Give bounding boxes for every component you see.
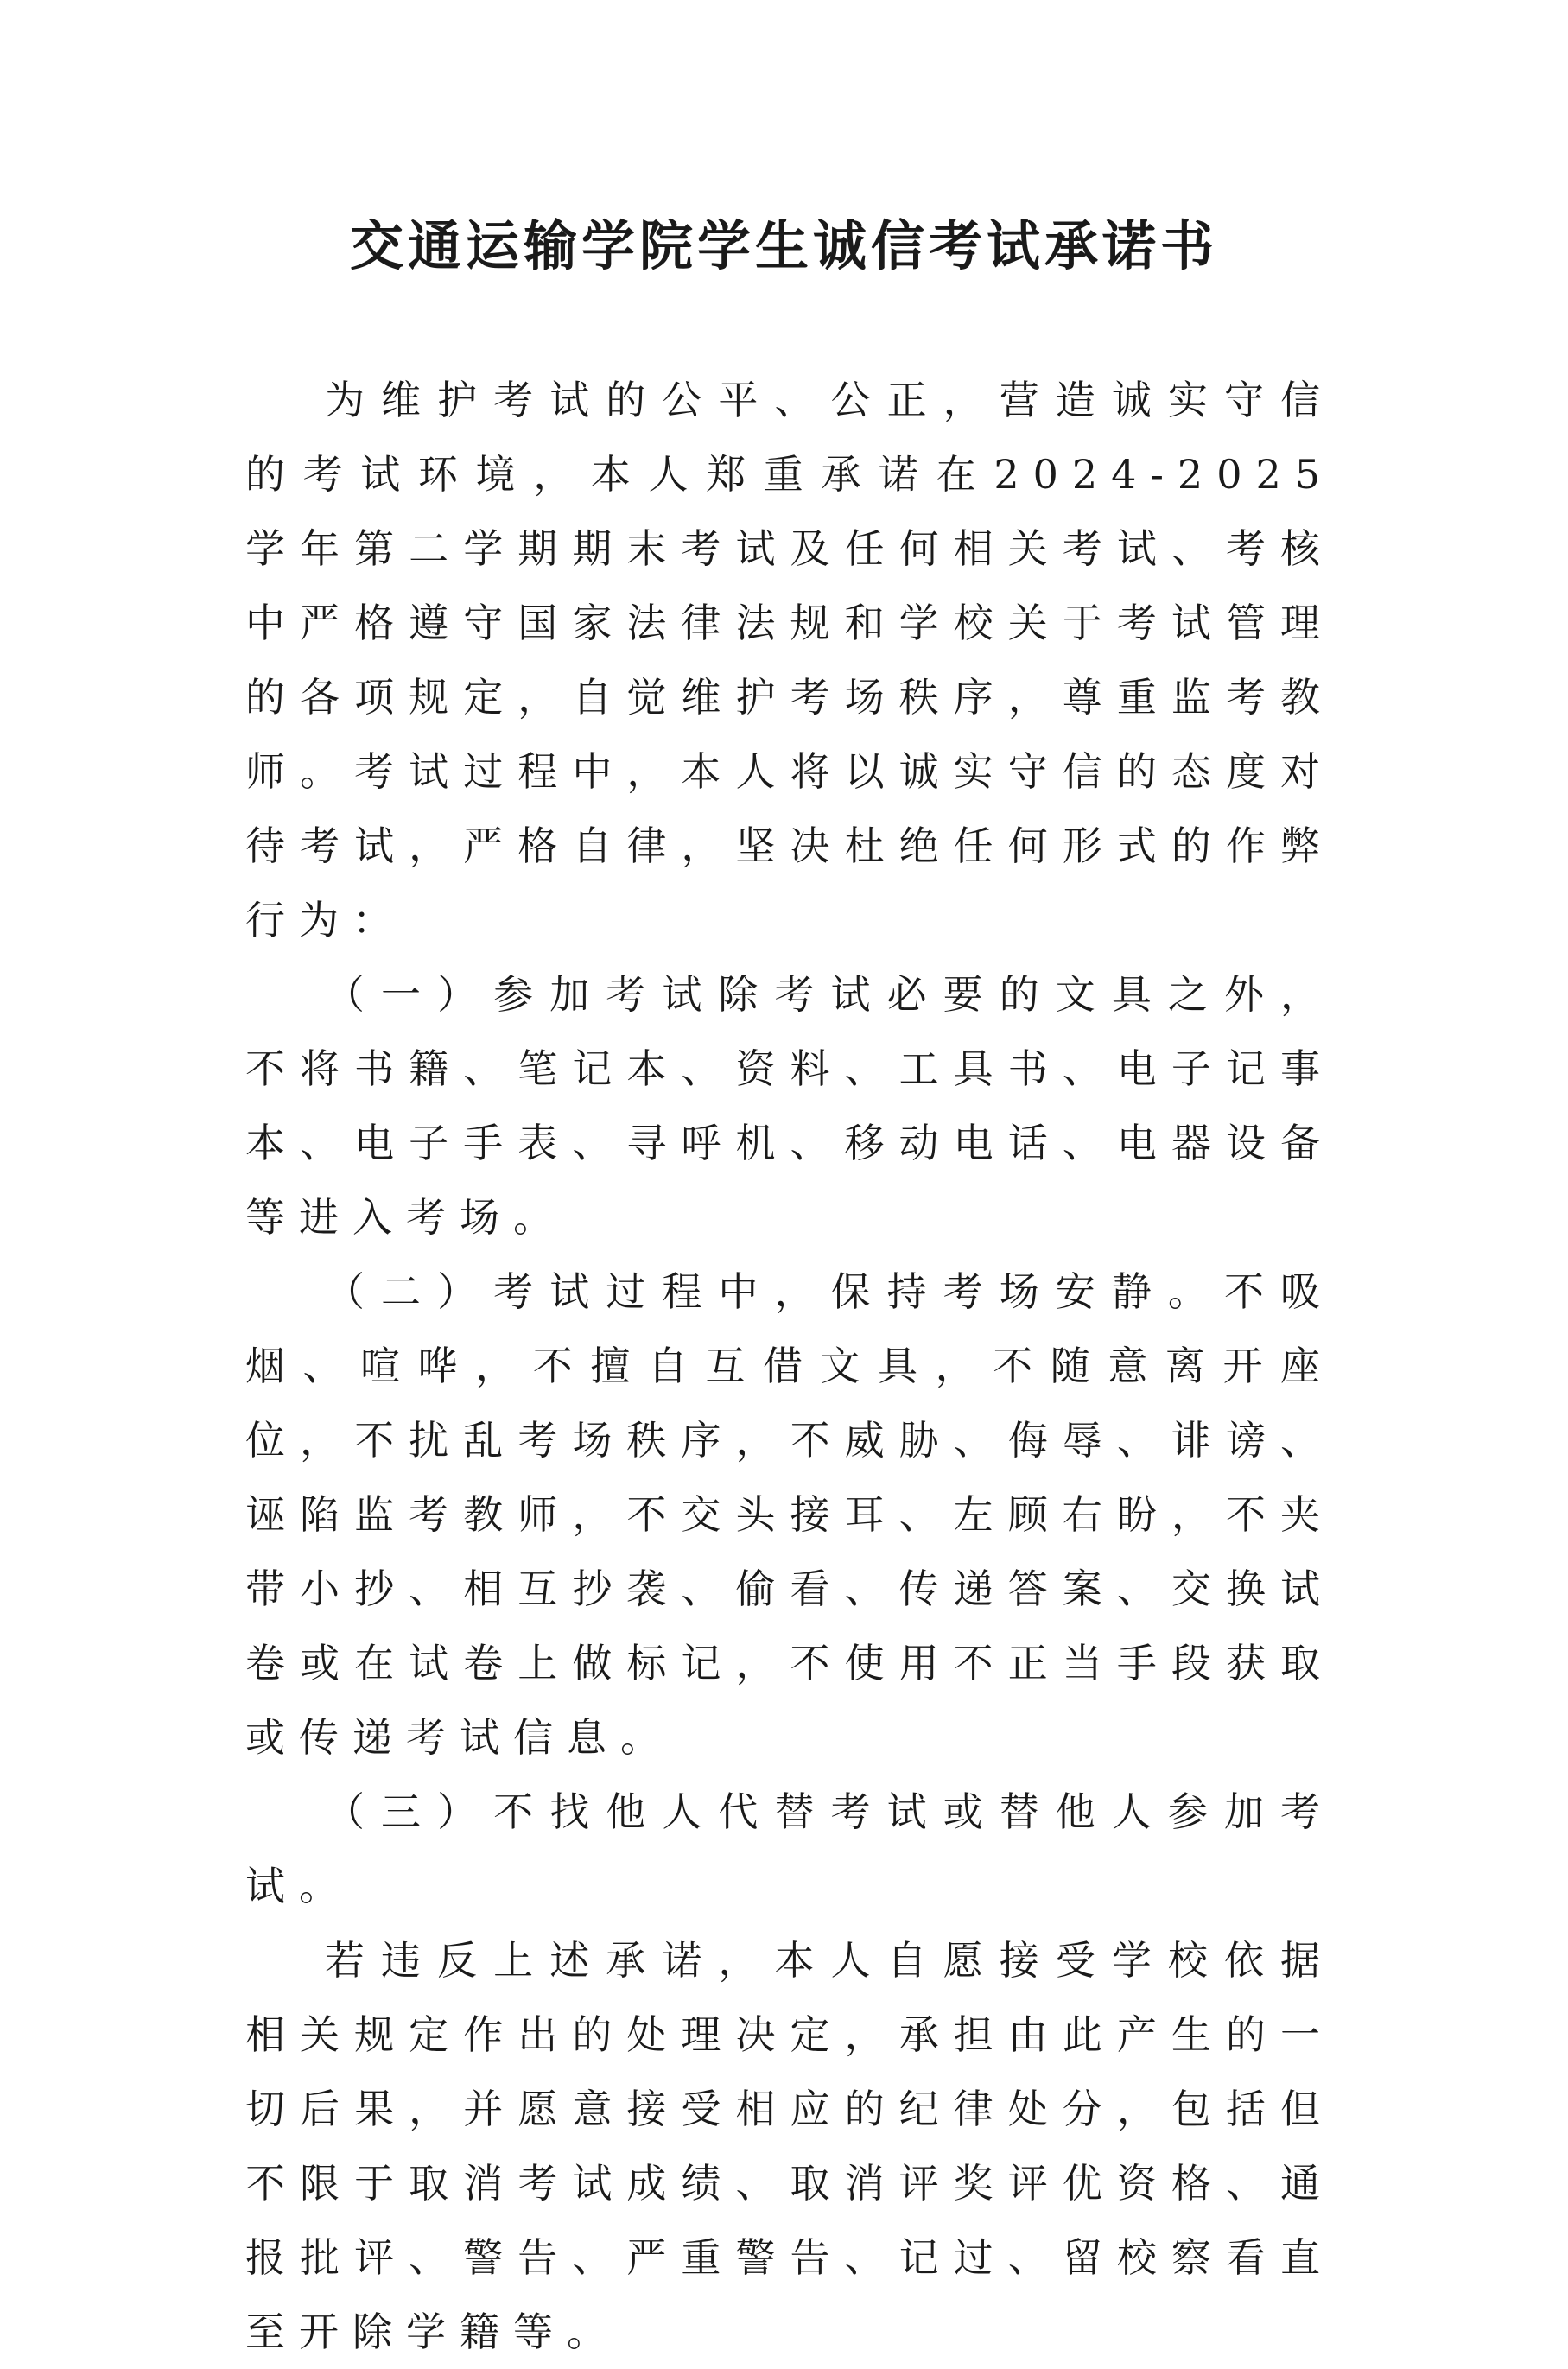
paragraph-intro: 为维护考试的公平、公正，营造诚实守信的考试环境，本人郑重承诺在2024-2025 学年第二学期期末考试及任何相关考试、考核中严格遵守国家法律法规和学校关于考试管理的各项规定，自觉维护考场秩序，尊重监考教师。考试过程中，本人将以诚实守信的态度对待考试，严格自律，坚决杜绝任何形式的作弊行为： <box>245 377 1334 943</box>
paragraph-item-3: （三）不找他人代替考试或替他人参加考试。 <box>245 1788 1334 1909</box>
document-body <box>245 363 1334 2369</box>
document-title: 交通运输学院学生诚信考试承诺书 <box>349 214 1218 277</box>
paragraph-item-2: （二）考试过程中，保持考场安静。不吸烟、喧哗，不擅自互借文具，不随意离开座位，不扰乱考场秩序，不威胁、侮辱、诽谤、诬陷监考教师，不交头接耳、左顾右盼，不夹带小抄、相互抄袭、偷看、传递答案、交换试卷或在试卷上做标记，不使用不正当手段获取或传递考试信息。 <box>245 1268 1334 1761</box>
paragraph-item-1: （一）参加考试除考试必要的文具之外，不将书籍、笔记本、资料、工具书、电子记事本、电子手表、寻呼机、移动电话、电器设备等进入考场。 <box>245 971 1334 1241</box>
paragraph-consequences: 若违反上述承诺，本人自愿接受学校依据相关规定作出的处理决定，承担由此产生的一切后果，并愿意接受相应的纪律处分，包括但不限于取消考试成绩、取消评奖评优资格、通报批评、警告、严重警告、记过、留校察看直至开除学籍等。 <box>245 1937 1334 2355</box>
